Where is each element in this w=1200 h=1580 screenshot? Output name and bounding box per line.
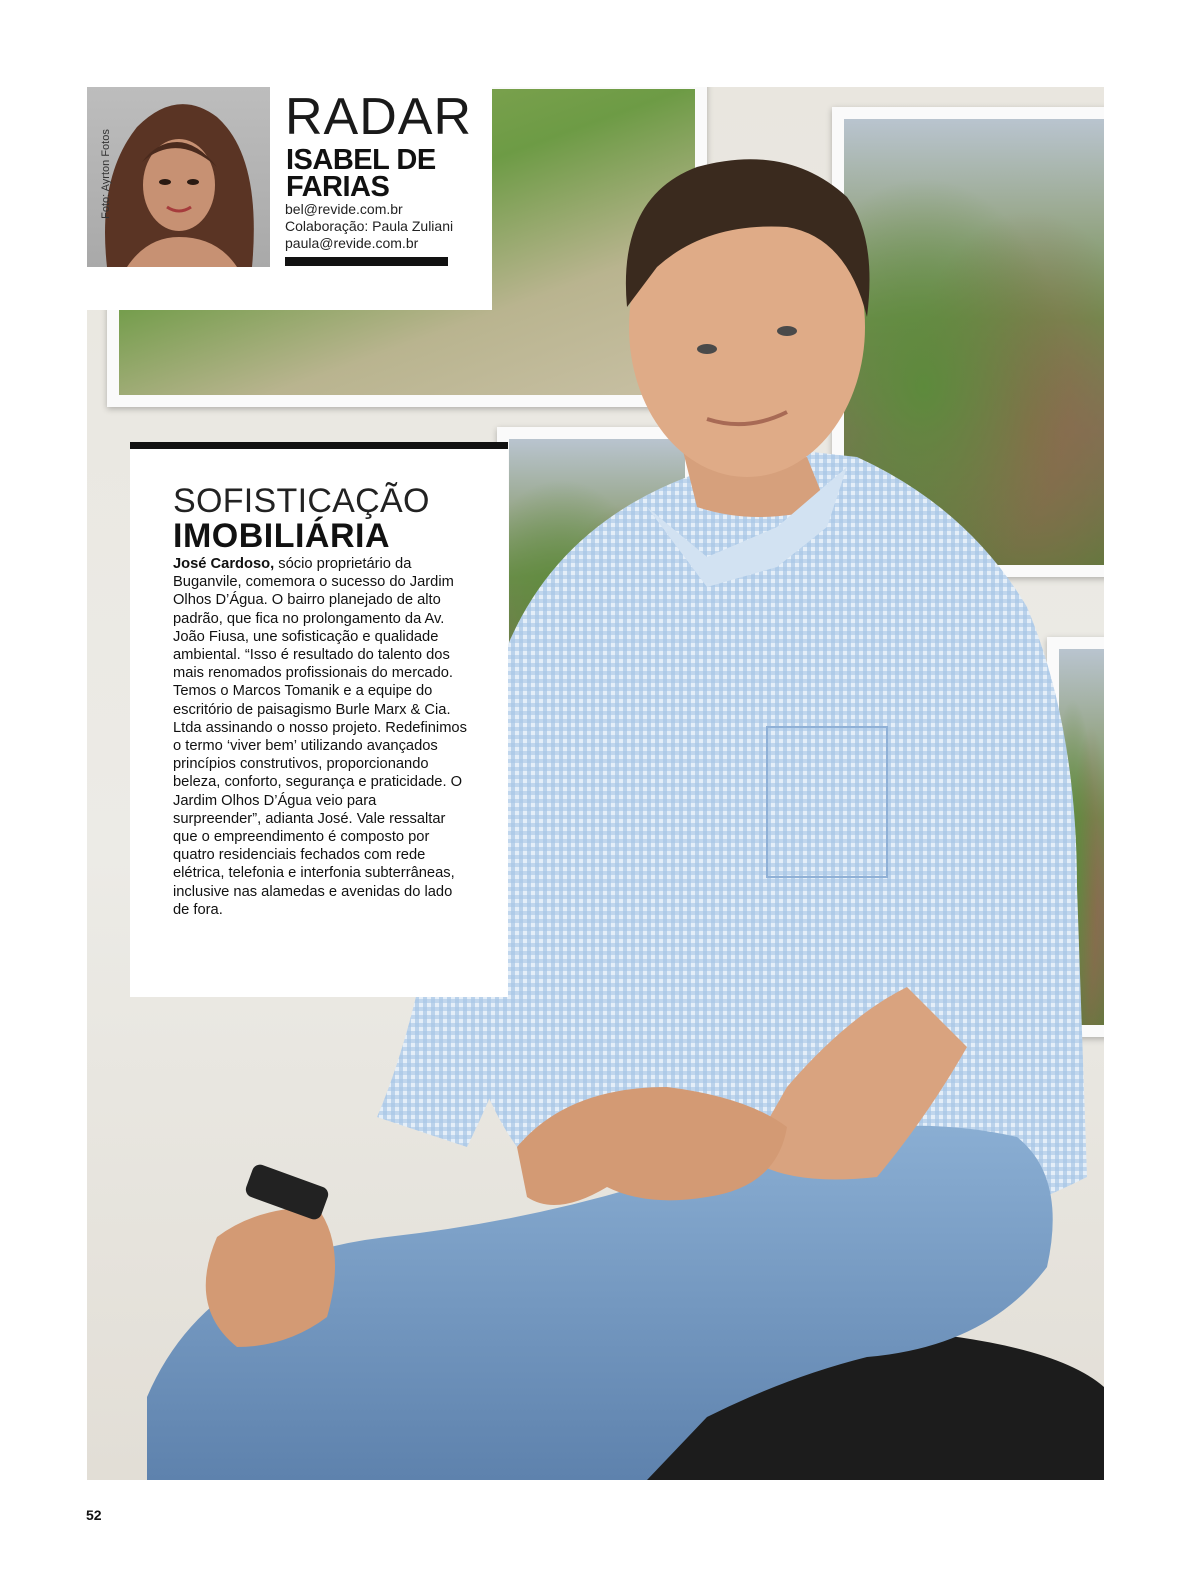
article-headline: IMOBILIÁRIA [173,517,391,555]
article-box [130,442,508,997]
column-header [87,87,492,310]
contact-email-collaborator: paula@revide.com.br [285,235,419,251]
page-number: 52 [86,1507,102,1523]
columnist-photo [87,87,270,267]
article-lead-name: José Cardoso, [173,556,275,572]
article-rule [130,442,508,449]
article-text: sócio proprietário da Buganvile, comemora o sucesso do Jardim Olhos D’Água. O bairro planejado de alto padrão, que fica no prolongamento da Av. João Fiusa, une sofisticação e qualidade ambiental. “Isso é resultado do talento dos mais renomados profissionais do mercado. Temos o Marcos Tomanik e a equipe do escritório de paisagismo Burle Marx & Cia. Ltda assinando o nosso projeto. Redefinimos o termo ‘viver bem’ utilizando avançados princípios construtivos, proporcionando beleza, conforto, segurança e praticidade. O Jardim Olhos D’Água veio para surpreender”, adianta José. Vale ressaltar que o empreendimento é composto por quatro residenciais fechados com rede elétrica, telefonia e interfonia subterrâneas, inclusive nas alamedas e avenidas do lado de fora. [173,556,467,918]
contact-block [285,201,485,252]
contact-email: bel@revide.com.br [285,201,403,217]
header-rule [285,257,448,266]
article-body [173,555,468,919]
contact-collaboration: Colaboração: Paula Zuliani [285,218,454,234]
section-title: RADAR [285,88,473,146]
photo-credit: Foto: Ayrton Fotos [100,129,112,219]
article-kicker: SOFISTICAÇÃO [173,482,430,520]
columnist-name: ISABEL DE FARIAS [286,144,436,203]
